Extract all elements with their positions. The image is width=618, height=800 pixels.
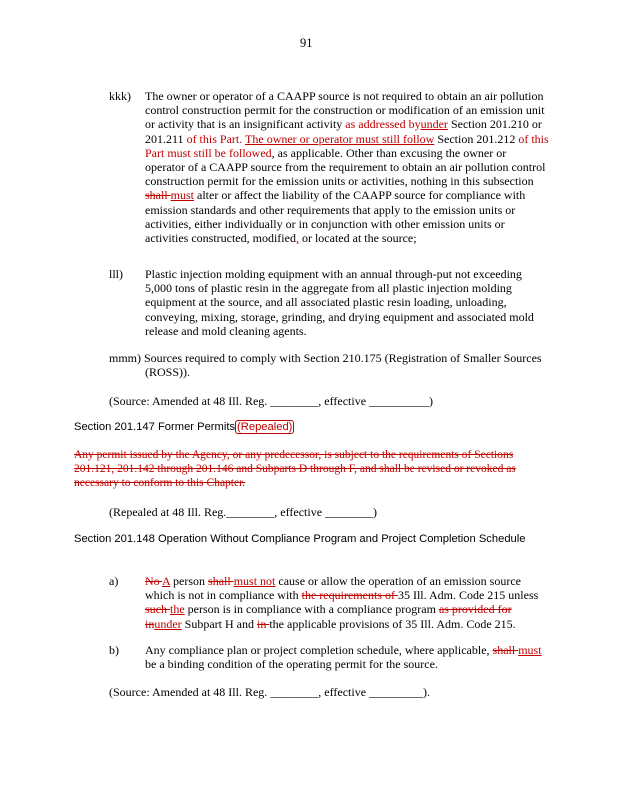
inserted-text: The owner or operator must still follow xyxy=(245,131,435,146)
item-text: Plastic injection molding equipment with an annual through-put not exceeding 5,000 tons of plastic resin in the aggregate from all plastic injection molding equipment at the source, and all associated plastic resin loading, unloading, conveying, mixing, storage, grinding, and drying equipment and associated mold release and mold cleaning agents. xyxy=(145,267,534,338)
inserted-text: A xyxy=(162,574,171,588)
section-heading-148: Section 201.148 Operation Without Compliance Program and Project Completion Schedule xyxy=(74,533,526,545)
inserted-text: must xyxy=(170,188,195,203)
item-label: b) xyxy=(109,643,119,657)
list-item-b xyxy=(109,643,549,671)
item-label: kkk) xyxy=(109,89,131,103)
deleted-text: as provided for in xyxy=(145,602,512,631)
repealed-marker: (Repealed) xyxy=(237,421,293,433)
page-number: 91 xyxy=(300,36,313,50)
list-item-a xyxy=(109,574,549,631)
item-label: a) xyxy=(109,574,119,588)
inserted-text: under xyxy=(420,117,448,132)
deleted-text: shall xyxy=(208,574,234,588)
inserted-text: under xyxy=(154,616,182,631)
deleted-text: such xyxy=(145,602,170,617)
source-note-2: (Source: Amended at 48 Ill. Reg. ________, effective _________). xyxy=(109,685,431,699)
item-text: The owner or operator of a CAAPP source is not required to obtain an air pollution control construction permit for the construction or modification of an emission unit or activity that is an insignificant activity as addressed byunder Section 201.210 or 201.211 of this Part. The owner or operator must still follow Section 201.212 of this Part must still be followed, as applicable. Other than excusing the owner or operator of a CAAPP source from the requirement to obtain an air pollution control construction permit for the emission units or activities, nothing in this subsection shall must alter or affect the liability of the CAAPP source for compliance with emission standards and other requirements that apply to the emission units or activities, either individually or in conjunction with other emission units or activities constructed, modified, or located at the source; xyxy=(145,89,549,246)
deleted-text: No xyxy=(145,574,163,588)
item-text: Any compliance plan or project completion schedule, where applicable, shall must be a binding condition of the operating permit for the source. xyxy=(145,643,542,672)
repealed-text: Any permit issued by the Agency, or any predecessor, is subject to the requirements of Sections 201.121, 201.142 through 201.146 and Subparts D through F, and shall be revised or revoked as necessary to conform to this Chapter. xyxy=(74,449,516,490)
list-item-mmm: mmm) Sources required to comply with Section 210.175 (Registration of Smaller Sources (ROSS)). xyxy=(109,351,542,380)
repealed-note: (Repealed at 48 Ill. Reg.________, effective ________) xyxy=(109,505,378,519)
section-heading-147: Section 201.147 Former Permits (Repealed) xyxy=(74,421,293,433)
deleted-text: the requirements of xyxy=(301,588,398,603)
inserted-text: , xyxy=(295,231,299,246)
source-note: (Source: Amended at 48 Ill. Reg. ________, effective __________) xyxy=(109,394,434,408)
item-label: lll) xyxy=(109,267,123,281)
item-text: No A person shall must not cause or allow the operation of an emission source which is not in compliance with the requirements of 35 Ill. Adm. Code 215 unless such the person is in compliance with a compliance program as provided for inunder Subpart H and in the applicable provisions of 35 Ill. Adm. Code 215. xyxy=(145,574,539,631)
deleted-text: shall xyxy=(145,188,171,203)
deleted-text: in xyxy=(257,616,270,631)
inserted-text: the xyxy=(170,602,185,617)
inserted-text: must xyxy=(518,643,542,657)
inserted-text: of this Part. xyxy=(183,131,243,146)
list-item-lll xyxy=(109,267,549,338)
inserted-text: must not xyxy=(233,574,276,588)
list-item-kkk xyxy=(109,89,549,245)
inserted-text: as addressed by xyxy=(345,117,421,132)
inserted-text: of this Part must still be followed xyxy=(145,131,549,160)
deleted-text: shall xyxy=(492,643,519,657)
